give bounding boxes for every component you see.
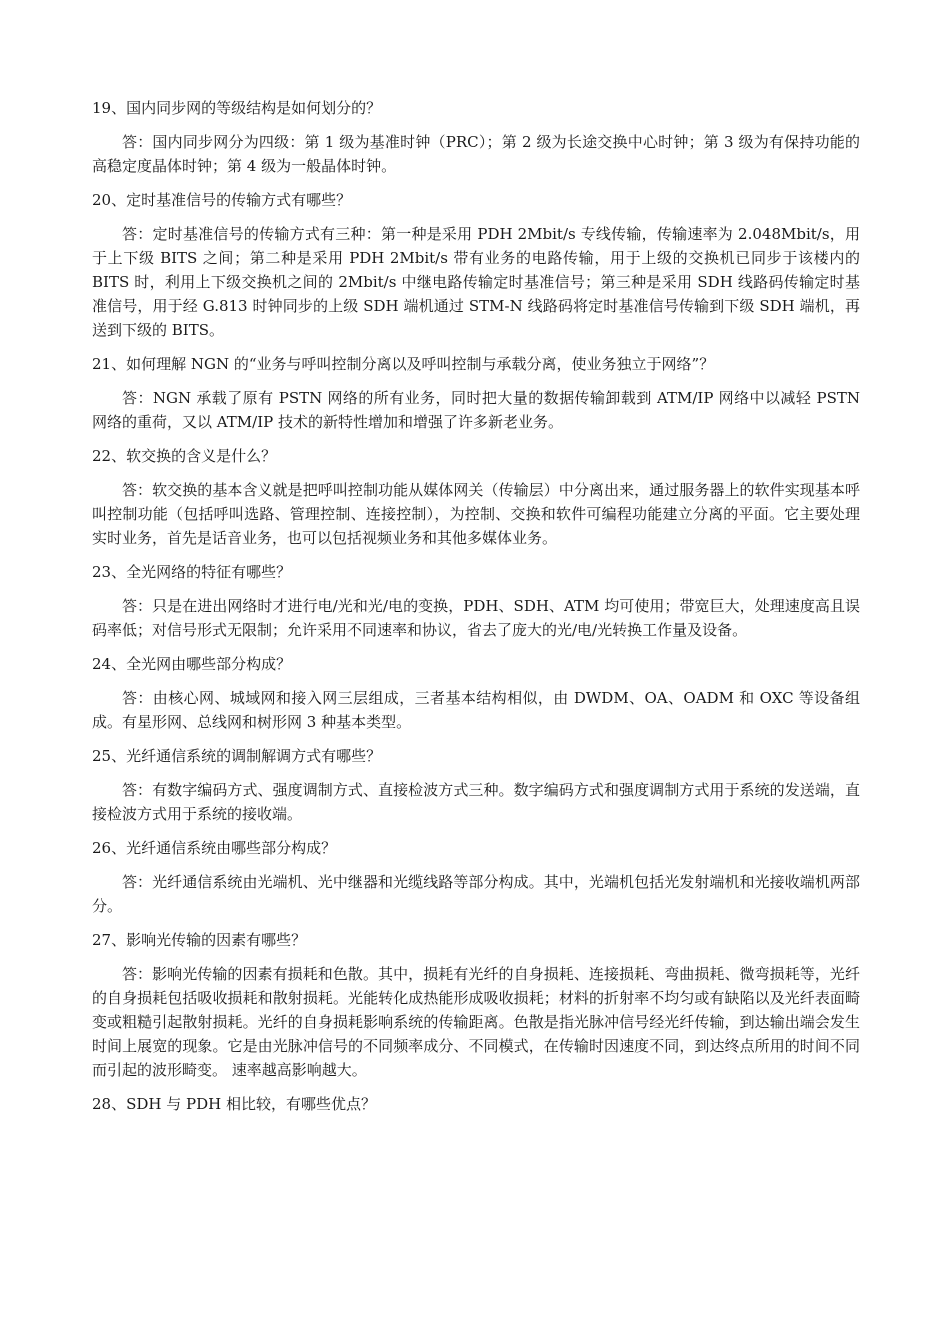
question-21: 21、如何理解 NGN 的“业务与呼叫控制分离以及呼叫控制与承载分离，使业务独立于网络”？: [92, 355, 715, 373]
answer-20: 答：定时基准信号的传输方式有三种：第一种是采用 PDH 2Mbit/s 专线传输，传输速率为 2.048Mbit/s，用于上下级 BITS 之间；第二种是采用 PDH 2Mbit/s 带有业务的电路传输，用于上级的交换机已同步于该楼内的 BITS 时，利用上下级交换机之间的 2Mbit/s 中继电路传输定时基准信号；第三种是采用 SDH 线路码传输定时基准信号，用于经 G.813 时钟同步的上级 SDH 端机通过 STM-N 线路码将定时基准信号传输到下级 SDH 端机，再送到下级的 BITS。: [92, 225, 860, 339]
answer-19: 答：国内同步网分为四级：第 1 级为基准时钟（PRC）；第 2 级为长途交换中心时钟；第 3 级为有保持功能的高稳定度晶体时钟；第 4 级为一般晶体时钟。: [92, 133, 860, 175]
question-24: 24、全光网由哪些部分构成？: [92, 655, 292, 673]
question-28: 28、SDH 与 PDH 相比较，有哪些优点？: [92, 1095, 376, 1113]
question-19: 19、国内同步网的等级结构是如何划分的？: [92, 99, 382, 117]
question-22: 22、软交换的含义是什么？: [92, 447, 277, 465]
answer-22: 答：软交换的基本含义就是把呼叫控制功能从媒体网关（传输层）中分离出来，通过服务器上的软件实现基本呼叫控制功能（包括呼叫选路、管理控制、连接控制），为控制、交换和软件可编程功能建立分离的平面。它主要处理实时业务，首先是话音业务，也可以包括视频业务和其他多媒体业务。: [92, 481, 860, 547]
answer-23: 答：只是在进出网络时才进行电/光和光/电的变换，PDH、SDH、ATM 均可使用；带宽巨大，处理速度高且误码率低；对信号形式无限制；允许采用不同速率和协议，省去了庞大的光/电/光转换工作量及设备。: [92, 597, 860, 639]
question-26: 26、光纤通信系统由哪些部分构成？: [92, 839, 337, 857]
document-page: [92, 96, 860, 1126]
question-23: 23、全光网络的特征有哪些？: [92, 563, 292, 581]
answer-27: 答：影响光传输的因素有损耗和色散。其中，损耗有光纤的自身损耗、连接损耗、弯曲损耗、微弯损耗等，光纤的自身损耗包括吸收损耗和散射损耗。光能转化成热能形成吸收损耗；材料的折射率不均匀或有缺陷以及光纤表面畸变或粗糙引起散射损耗。光纤的自身损耗影响系统的传输距离。色散是指光脉冲信号经光纤传输，到达输出端会发生时间上展宽的现象。它是由光脉冲信号的不同频率成分、不同模式，在传输时因速度不同，到达终点所用的时间不同而引起的波形畸变。 速率越高影响越大。: [92, 965, 860, 1079]
answer-21: 答：NGN 承载了原有 PSTN 网络的所有业务，同时把大量的数据传输卸载到 ATM/IP 网络中以减轻 PSTN 网络的重荷，又以 ATM/IP 技术的新特性增加和增强了许多新老业务。: [92, 389, 860, 431]
answer-24: 答：由核心网、城域网和接入网三层组成，三者基本结构相似，由 DWDM、OA、OADM 和 OXC 等设备组成。有星形网、总线网和树形网 3 种基本类型。: [92, 689, 860, 731]
question-20: 20、定时基准信号的传输方式有哪些？: [92, 191, 352, 209]
question-27: 27、影响光传输的因素有哪些？: [92, 931, 307, 949]
answer-25: 答：有数字编码方式、强度调制方式、直接检波方式三种。数字编码方式和强度调制方式用于系统的发送端，直接检波方式用于系统的接收端。: [92, 781, 860, 823]
question-25: 25、光纤通信系统的调制解调方式有哪些？: [92, 747, 382, 765]
answer-26: 答：光纤通信系统由光端机、光中继器和光缆线路等部分构成。其中，光端机包括光发射端机和光接收端机两部分。: [92, 873, 860, 915]
